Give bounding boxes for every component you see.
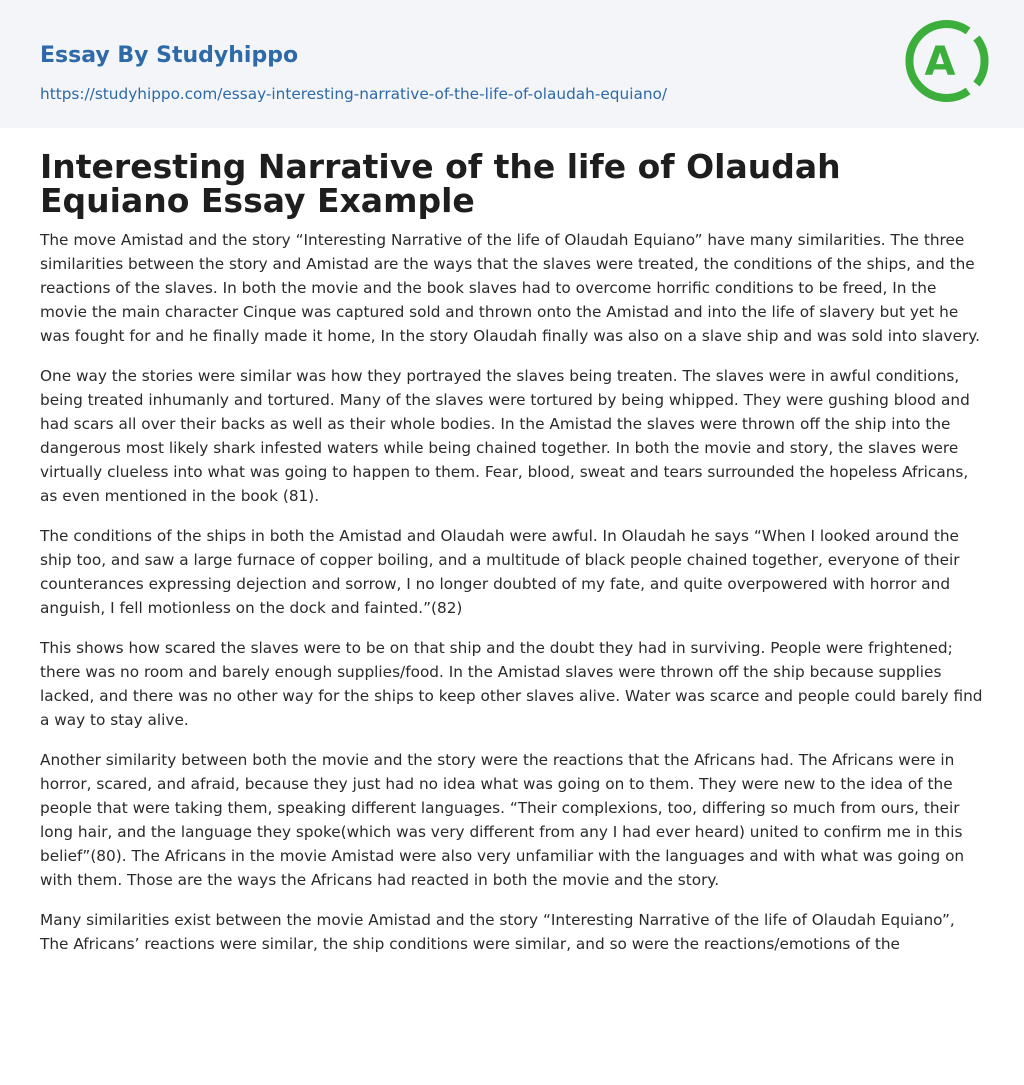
essay-paragraph: One way the stories were similar was how they portrayed the slaves being treaten. The slaves were in awful conditions, being treated inhumanly and tortured. Many of the slaves were tortured by being whipped. They were gushing blood and had scars all over their backs as well as their whole bodies. In the Amistad the slaves were thrown off the ship into the dangerous most likely shark infested waters while being chained together. In both the movie and story, the slaves were virtually clueless into what was going to happen to them. Fear, blood, sweat and tears surrounded the hopeless Africans, as even mentioned in the book (81). [40, 367, 970, 505]
source-url-link[interactable]: https://studyhippo.com/essay-interesting-narrative-of-the-life-of-olaudah-equiano/ [40, 85, 668, 103]
essay-paragraph: Many similarities exist between the movie Amistad and the story “Interesting Narrative of the life of Olaudah Equiano”, The Africans’ reactions were similar, the ship conditions were similar, and so were the reactions/emotions of the [40, 911, 955, 953]
brand-name[interactable]: Essay By Studyhippo [40, 43, 299, 68]
essay-body [40, 228, 984, 972]
studyhippo-logo-icon[interactable] [903, 18, 989, 104]
essay-paragraph: Another similarity between both the movie and the story were the reactions that the Africans had. The Africans were in horror, scared, and afraid, because they just had no idea what was going on to them. They were new to the idea of the people that were taking them, speaking different languages. “Their complexions, too, differing so much from ours, their long hair, and the language they spoke(which was very different from any I had ever heard) united to confirm me in this belief”(80). The Africans in the movie Amistad were also very unfamiliar with the languages and with what was going on with them. Those are the ways the Africans had reacted in both the movie and the story. [40, 751, 965, 889]
essay-paragraph: This shows how scared the slaves were to be on that ship and the doubt they had in surviving. People were frightened; there was no room and barely enough supplies/food. In the Amistad slaves were thrown off the ship because supplies lacked, and there was no other way for the ships to keep other slaves alive. Water was scarce and people could barely find a way to stay alive. [40, 639, 983, 729]
page-title: Interesting Narrative of the life of Olaudah Equiano Essay Example [40, 147, 841, 220]
logo-letter: A [924, 39, 956, 85]
essay-paragraph: The conditions of the ships in both the Amistad and Olaudah were awful. In Olaudah he says “When I looked around the ship too, and saw a large furnace of copper boiling, and a multitude of black people chained together, everyone of their counterances expressing dejection and sorrow, I no longer doubted of my fate, and quite overpowered with horror and anguish, I fell motionless on the dock and fainted.”(82) [40, 527, 960, 617]
essay-paragraph: The move Amistad and the story “Interesting Narrative of the life of Olaudah Equiano” have many similarities. The three similarities between the story and Amistad are the ways that the slaves were treated, the conditions of the ships, and the reactions of the slaves. In both the movie and the book slaves had to overcome horrific conditions to be freed, In the movie the main character Cinque was captured sold and thrown onto the Amistad and into the life of slavery but yet he was fought for and he finally made it home, In the story Olaudah finally was also on a slave ship and was sold into slavery. [40, 231, 981, 345]
site-header [0, 0, 1024, 128]
